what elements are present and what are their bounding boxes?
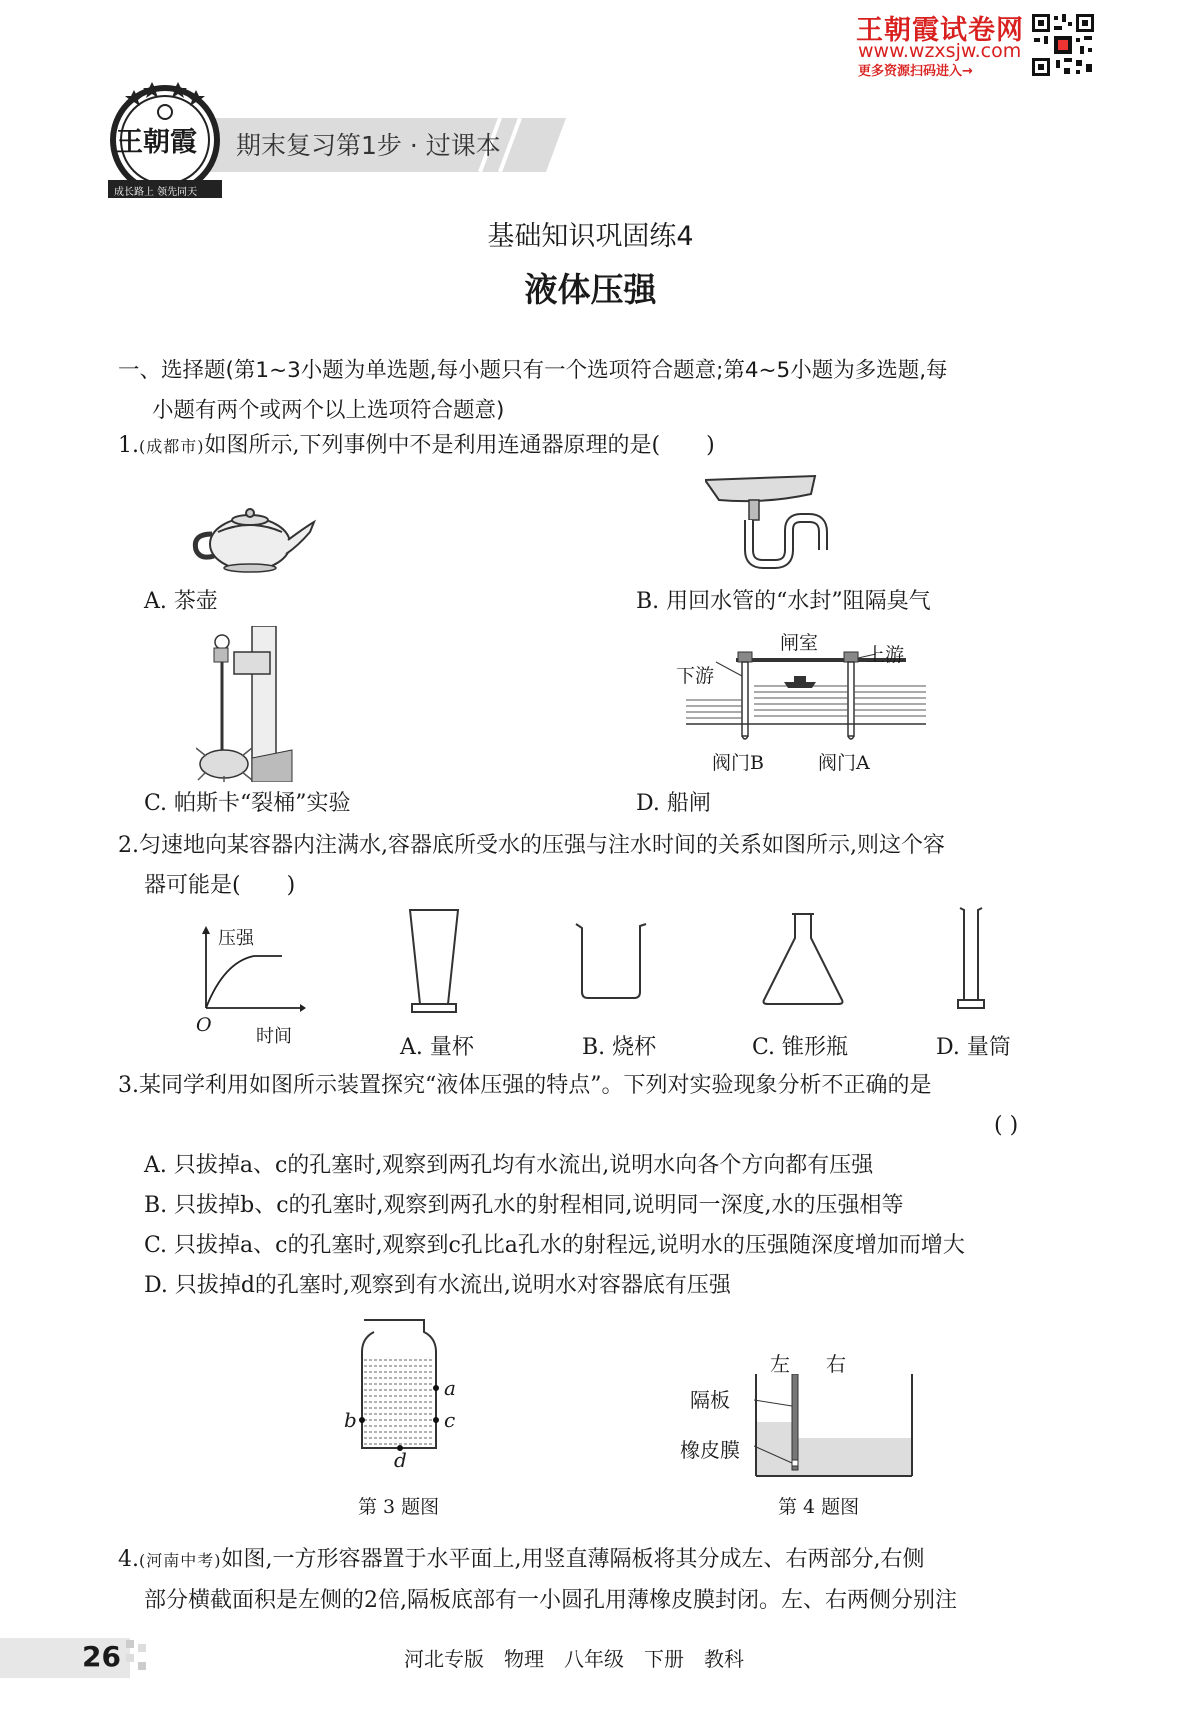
q1-stem-text: 如图所示,下列事例中不是利用连通器原理的是( — [204, 433, 661, 458]
section-line-2: 小题有两个或两个以上选项符合题意) — [152, 398, 505, 423]
brand-more-text[interactable]: 更多资源扫码进入→ — [858, 64, 973, 79]
q3-option-d[interactable]: D. 只拔掉d的孔塞时,观察到有水流出,说明水对容器底有压强 — [144, 1273, 731, 1298]
page-number: 26 — [82, 1640, 121, 1673]
q4-source: (河南中考) — [139, 1551, 222, 1570]
lock-upstream-label: 上游 — [866, 644, 905, 666]
footer-decoration-icon — [126, 1640, 152, 1674]
q1-option-c[interactable]: C. 帕斯卡“裂桶”实验 — [144, 791, 351, 816]
footer-info: 河北专版 物理 八年级 下册 教科 — [404, 1647, 744, 1671]
q1-paren-close: ) — [706, 433, 715, 458]
pascal-barrel-image — [196, 626, 296, 782]
lock-valve-a-label: 阀门A — [818, 752, 870, 774]
hole-c-dot — [433, 1417, 439, 1423]
page-subtitle: 基础知识巩固练4 — [487, 221, 694, 252]
graduated-cylinder-image — [954, 906, 988, 1012]
q2-option-b[interactable]: B. 烧杯 — [582, 1035, 657, 1060]
section-heading — [118, 351, 1078, 431]
q2-paren-close: ) — [286, 873, 296, 898]
graph-y-label: 压强 — [218, 928, 254, 949]
q3-option-c[interactable]: C. 只拔掉a、c的孔塞时,观察到c孔比a孔水的射程远,说明水的压强随深度增加而增大 — [144, 1233, 965, 1258]
hole-b-dot — [359, 1417, 365, 1423]
hole-b-label: b — [344, 1408, 357, 1432]
q4-partition-diagram — [754, 1374, 914, 1478]
q1-number: 1. — [118, 433, 139, 458]
hole-d-label: d — [394, 1448, 407, 1472]
q3-number: 3. — [118, 1073, 139, 1098]
brand-title: 王朝霞试卷网 — [856, 15, 1024, 46]
beaker-image — [574, 922, 648, 1002]
q1-source: (成都市) — [139, 437, 205, 456]
q1-option-d[interactable]: D. 船闸 — [636, 791, 711, 816]
qr-code-icon[interactable] — [1030, 12, 1096, 78]
page-title: 液体压强 — [524, 270, 657, 309]
hole-a-dot — [433, 1385, 439, 1391]
q4-number: 4. — [118, 1547, 139, 1572]
brand-url[interactable]: www.wzxsjw.com — [858, 40, 1022, 62]
q2-option-d[interactable]: D. 量筒 — [936, 1035, 1011, 1060]
q1-option-a[interactable]: A. 茶壶 — [144, 589, 218, 614]
sink-trap-image — [705, 470, 855, 570]
lock-chamber-label: 闸室 — [780, 632, 819, 654]
q2-number: 2. — [118, 833, 139, 858]
q3-answer-paren[interactable]: ( ) — [994, 1113, 1019, 1138]
conical-flask-image — [760, 912, 846, 1006]
lock-downstream-label: 下游 — [676, 665, 715, 687]
q1-stem — [118, 426, 715, 467]
logo-text: 王朝霞 — [116, 127, 197, 158]
hole-a-label: a — [444, 1376, 456, 1400]
q2-option-a[interactable]: A. 量杯 — [400, 1035, 474, 1060]
section-line-1: 一、选择题(第1~3小题为单选题,每小题只有一个选项符合题意;第4~5小题为多选题,每 — [118, 358, 948, 383]
q4-right-label: 右 — [826, 1352, 846, 1376]
logo-motto: 成长路上 领先同天 — [114, 187, 198, 198]
teapot-image — [188, 488, 318, 574]
pressure-curve — [206, 956, 282, 1008]
banner-text: 期末复习第1步 · 过课本 — [236, 131, 501, 160]
q4-line-2: 部分横截面积是左侧的2倍,隔板底部有一小圆孔用薄橡皮膜封闭。左、右两侧分别注 — [144, 1588, 957, 1613]
q4-partition-label: 隔板 — [690, 1388, 730, 1412]
graph-x-label: 时间 — [256, 1026, 292, 1047]
lock-valve-b-label: 阀门B — [712, 752, 764, 774]
q4-left-label: 左 — [770, 1352, 790, 1376]
q4-membrane-label: 橡皮膜 — [680, 1438, 740, 1462]
measuring-cup-image — [404, 908, 464, 1014]
q4-figure-caption: 第 4 题图 — [778, 1496, 860, 1518]
q4-line-1: 如图,一方形容器置于水平面上,用竖直薄隔板将其分成左、右两部分,右侧 — [221, 1547, 925, 1572]
q2-stem — [118, 826, 1078, 906]
q2-line-1: 匀速地向某容器内注满水,容器底所受水的压强与注水时间的关系如图所示,则这个容 — [139, 833, 945, 858]
q2-line-2: 器可能是( — [144, 873, 241, 898]
graph-origin-label: O — [196, 1014, 212, 1036]
q3-option-a[interactable]: A. 只拔掉a、c的孔塞时,观察到两孔均有水流出,说明水向各个方向都有压强 — [144, 1153, 874, 1178]
q4-stem — [118, 1540, 1078, 1621]
q2-option-c[interactable]: C. 锥形瓶 — [752, 1035, 849, 1060]
q3-stem-text: 某同学利用如图所示装置探究“液体压强的特点”。下列对实验现象分析不正确的是 — [139, 1073, 932, 1098]
q3-stem — [118, 1066, 932, 1106]
q3-figure-caption: 第 3 题图 — [358, 1496, 440, 1518]
q3-option-b[interactable]: B. 只拔掉b、c的孔塞时,观察到两孔水的射程相同,说明同一深度,水的压强相等 — [144, 1193, 904, 1218]
q1-option-b[interactable]: B. 用回水管的“水封”阻隔臭气 — [636, 589, 931, 614]
hole-c-label: c — [444, 1408, 456, 1432]
